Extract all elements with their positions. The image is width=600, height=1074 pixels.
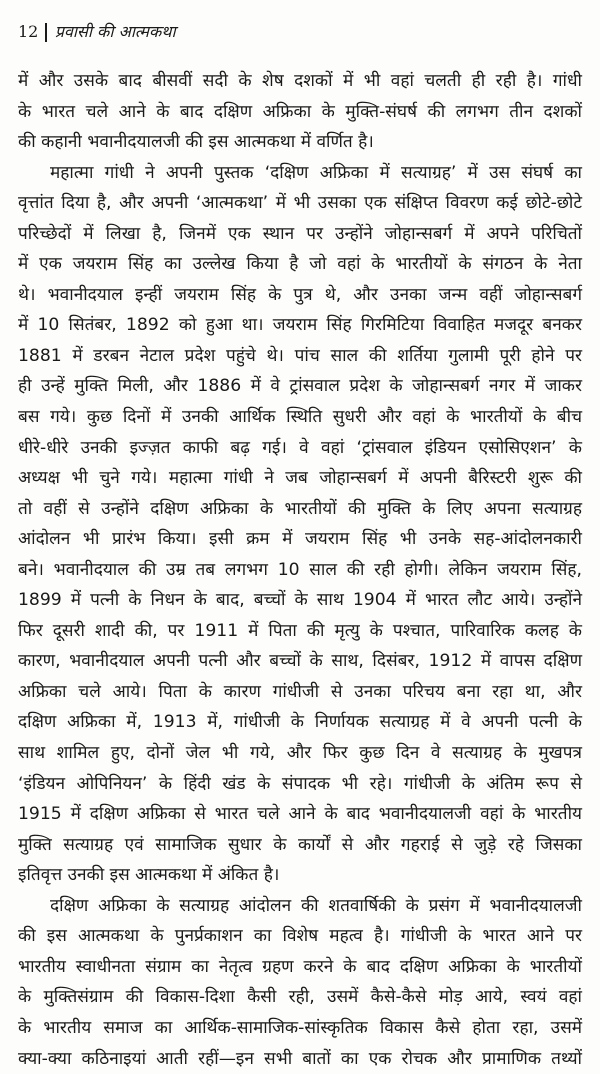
text-line: में और उसके बाद बीसवीं सदी के शेष दशकों में भी वहां चलती ही रही है। गांधी bbox=[18, 66, 582, 97]
text-line: बने। भवानीदयाल की उम्र तब लगभग 10 साल की रही होगी। लेकिन जयराम सिंह, bbox=[18, 555, 582, 586]
text-line: आंदोलन भी प्रारंभ किया। इसी क्रम में जयराम सिंह भी उनके सह-आंदोलनकारी bbox=[18, 524, 582, 555]
text-line: मुक्ति सत्याग्रह एवं सामाजिक सुधार के कार्यों से और गहराई से जुड़े रहे जिसका bbox=[18, 830, 582, 861]
text-line: अफ्रिका चले आये। पिता के कारण गांधीजी से उनका परिचय बना रहा था, और bbox=[18, 677, 582, 708]
text-line: बस गये। कुछ दिनों में उनकी आर्थिक स्थिति सुधरी और वहां के भारतीयों के बीच bbox=[18, 402, 582, 433]
text-line: के मुक्तिसंग्राम की विकास-दिशा कैसी रही, उसमें कैसे-कैसे मोड़ आये, स्वयं वहां bbox=[18, 982, 582, 1013]
header-divider bbox=[45, 23, 47, 42]
text-line: ही उन्हें मुक्ति मिली, और 1886 में वे ट्रांसवाल प्रदेश के जोहान्सबर्ग नगर में जाकर bbox=[18, 371, 582, 402]
text-line: इतिवृत्त उनकी इस आत्मकथा में अंकित है। bbox=[18, 860, 582, 891]
text-line: के भारतीय समाज का आर्थिक-सामाजिक-सांस्कृतिक विकास कैसे होता रहा, उसमें bbox=[18, 1013, 582, 1044]
page-number: 12 bbox=[18, 14, 38, 50]
text-line: की इस आत्मकथा के पुनर्प्रकाशन का विशेष महत्व है। गांधीजी के भारत आने पर bbox=[18, 921, 582, 952]
text-line: कारण, भवानीदयाल अपनी पत्नी और बच्चों के साथ, दिसंबर, 1912 में वापस दक्षिण bbox=[18, 646, 582, 677]
text-line: की कहानी भवानीदयालजी की इस आत्मकथा में वर्णित है। bbox=[18, 127, 582, 158]
text-line: क्या-क्या कठिनाइयां आती रहीं—इन सभी बातों का एक रोचक और प्रामाणिक तथ्यों bbox=[18, 1044, 582, 1074]
book-title: प्रवासी की आत्मकथा bbox=[55, 14, 176, 50]
text-line: साथ शामिल हुए, दोनों जेल भी गये, और फिर कुछ दिन वे सत्याग्रह के मुखपत्र bbox=[18, 738, 582, 769]
paragraph-1 bbox=[18, 66, 582, 158]
text-line: तो वहीं से उन्होंने दक्षिण अफ्रिका के भारतीयों की मुक्ति के लिए अपना सत्याग्रह bbox=[18, 494, 582, 525]
text-line: ‘इंडियन ओपिनियन’ के हिंदी खंड के संपादक भी रहे। गांधीजी के अंतिम रूप से bbox=[18, 769, 582, 800]
text-line: 1881 में डरबन नेटाल प्रदेश पहुंचे थे। पांच साल की शर्तिया गुलामी पूरी होने पर bbox=[18, 341, 582, 372]
paragraph-3 bbox=[18, 891, 582, 1074]
text-line: 1899 में पत्नी के निधन के बाद, बच्चों के साथ 1904 में भारत लौट आये। उन्होंने bbox=[18, 585, 582, 616]
text-line: भारतीय स्वाधीनता संग्राम का नेतृत्व ग्रहण करने के बाद दक्षिण अफ्रिका के भारतीयों bbox=[18, 952, 582, 983]
paragraph-2 bbox=[18, 158, 582, 891]
body-text bbox=[18, 66, 582, 1074]
text-line: फिर दूसरी शादी की, पर 1911 में पिता की मृत्यु के पश्चात, पारिवारिक कलह के bbox=[18, 616, 582, 647]
text-line: वृत्तांत दिया है, और अपनी ‘आत्मकथा’ में भी उसका एक संक्षिप्त विवरण कई छोटे-छोटे bbox=[18, 188, 582, 219]
text-line: धीरे-धीरे उनकी इज्ज़त काफी बढ़ गई। वे वहां ‘ट्रांसवाल इंडियन एसोसिएशन’ के bbox=[18, 433, 582, 464]
text-line: अध्यक्ष भी चुने गये। महात्मा गांधी ने जब जोहान्सबर्ग में अपनी बैरिस्टरी शुरू की bbox=[18, 463, 582, 494]
text-line: के भारत चले आने के बाद दक्षिण अफ्रिका के मुक्ति-संघर्ष की लगभग तीन दशकों bbox=[18, 97, 582, 128]
text-line: महात्मा गांधी ने अपनी पुस्तक ‘दक्षिण अफ्रिका में सत्याग्रह’ में उस संघर्ष का bbox=[18, 158, 582, 189]
text-line: में 10 सितंबर, 1892 को हुआ था। जयराम सिंह गिरमिटिया विवाहित मजदूर बनकर bbox=[18, 310, 582, 341]
text-line: 1915 में दक्षिण अफ्रिका से भारत चले आने के बाद भवानीदयालजी वहां के भारतीय bbox=[18, 799, 582, 830]
text-line: परिच्छेदों में लिखा है, जिनमें एक स्थान पर उन्होंने जोहान्सबर्ग में अपने परिचितों bbox=[18, 219, 582, 250]
running-header bbox=[18, 14, 582, 50]
text-line: थे। भवानीदयाल इन्हीं जयराम सिंह के पुत्र थे, और उनका जन्म वहीं जोहान्सबर्ग bbox=[18, 280, 582, 311]
text-line: दक्षिण अफ्रिका में, 1913 में, गांधीजी के निर्णायक सत्याग्रह में वे अपनी पत्नी के bbox=[18, 707, 582, 738]
text-line: में एक जयराम सिंह का उल्लेख किया है जो वहां के भारतीयों के संगठन के नेता bbox=[18, 249, 582, 280]
text-line: दक्षिण अफ्रिका के सत्याग्रह आंदोलन की शतवार्षिकी के प्रसंग में भवानीदयालजी bbox=[18, 891, 582, 922]
